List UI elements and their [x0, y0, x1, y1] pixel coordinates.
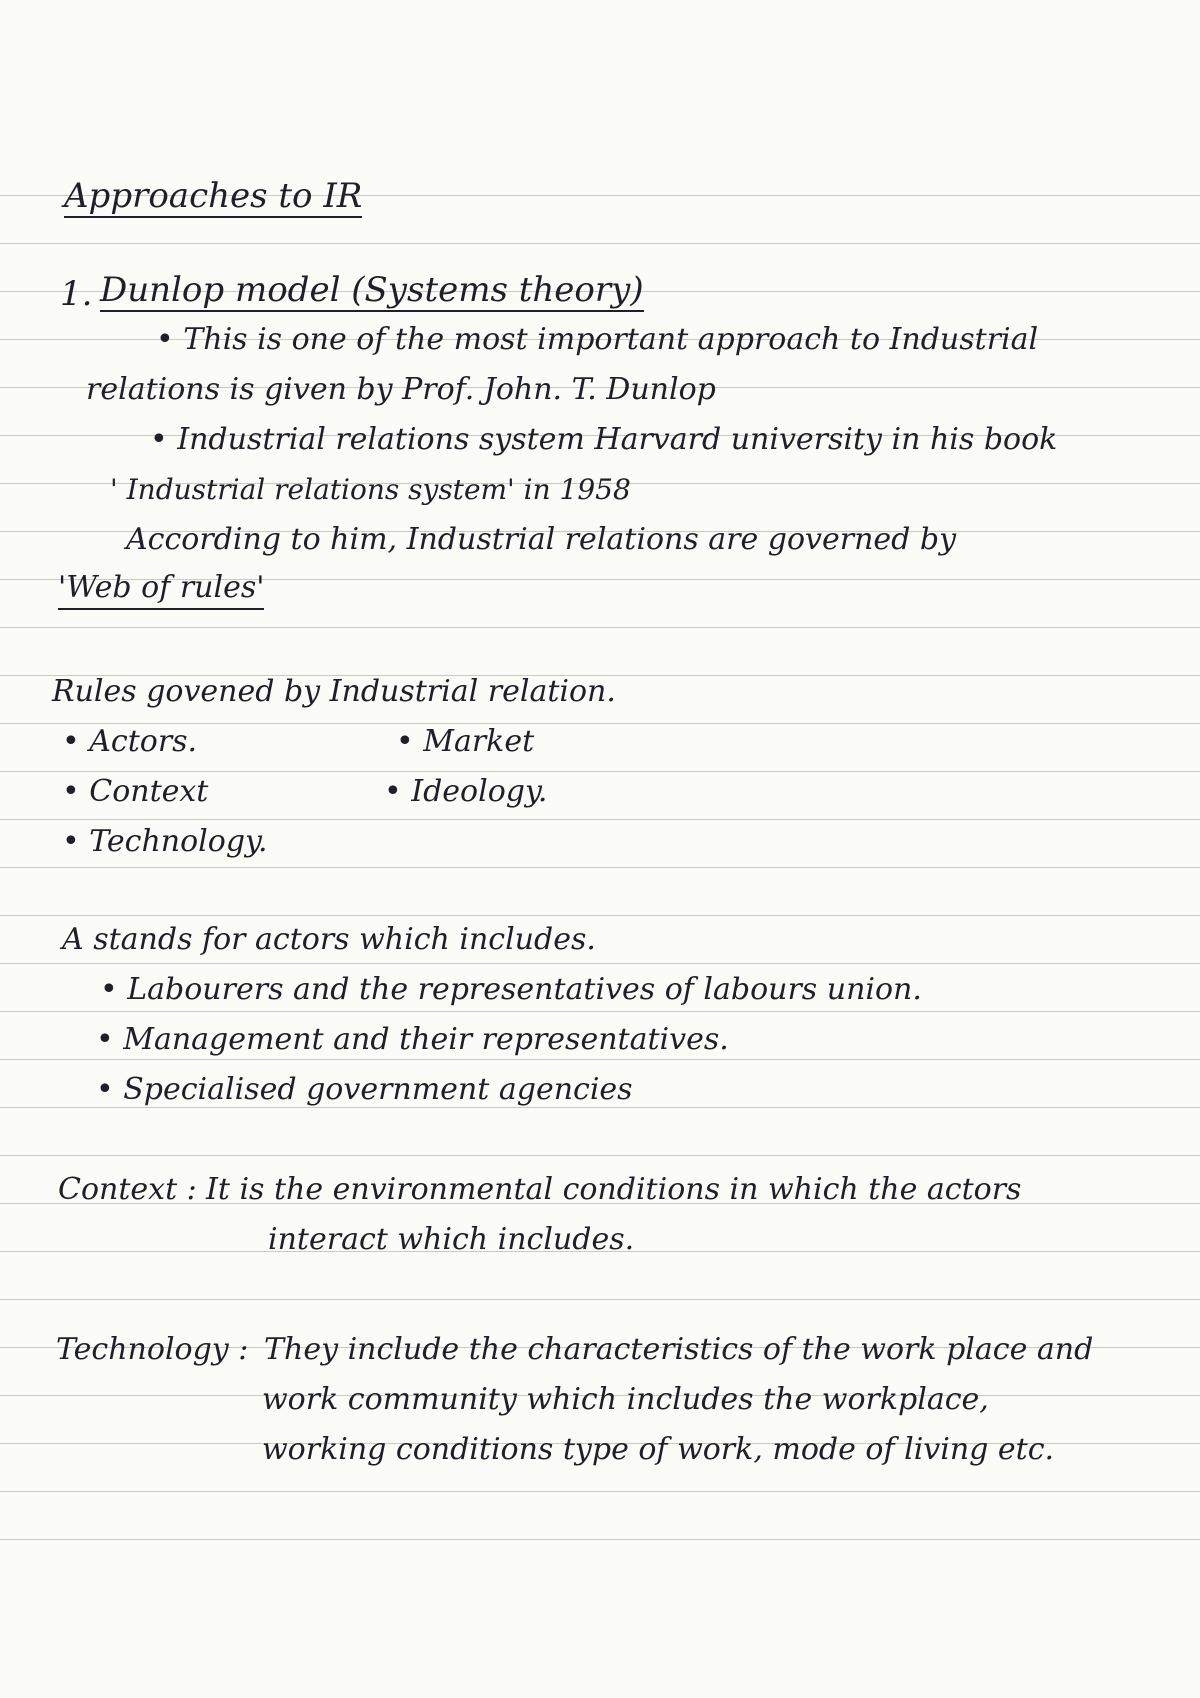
context-text-1: It is the environmental conditions in which the actors	[206, 1172, 1022, 1207]
rule-item-actors: • Actors.	[62, 722, 197, 762]
technology-text-2: work community which includes the workplace,	[262, 1382, 989, 1417]
actors-heading: A stands for actors which includes.	[62, 922, 596, 957]
rules-heading: Rules govened by Industrial relation.	[52, 674, 616, 709]
context-text-2: interact which includes.	[268, 1222, 635, 1257]
page-title: Approaches to IR	[64, 176, 363, 216]
rule-item-ideology: • Ideology.	[384, 772, 547, 812]
rule-item-market: • Market	[396, 722, 534, 762]
context-label: Context :	[58, 1172, 197, 1207]
actor-item-labourers: • Labourers and the representatives of labours union.	[100, 970, 922, 1010]
actor-item-government: • Specialised government agencies	[96, 1070, 633, 1110]
technology-label: Technology :	[56, 1332, 249, 1367]
section-heading: Dunlop model (Systems theory)	[100, 270, 644, 310]
technology-text-1: They include the characteristics of the work place and	[264, 1332, 1094, 1367]
section-line-1: • This is one of the most important approach to Industrial	[156, 320, 1038, 360]
web-of-rules: 'Web of rules'	[58, 568, 264, 610]
section-line-2: relations is given by Prof. John. T. Dunlop	[86, 372, 716, 407]
rule-item-context: • Context	[62, 772, 208, 812]
section-number: 1.	[60, 274, 93, 314]
section-line-5: According to him, Industrial relations are governed by	[126, 522, 957, 557]
section-line-4: ' Industrial relations system' in 1958	[110, 473, 631, 506]
actor-item-management: • Management and their representatives.	[96, 1020, 729, 1060]
section-line-3: • Industrial relations system Harvard university in his book	[150, 420, 1057, 460]
rule-item-technology: • Technology.	[62, 822, 268, 862]
technology-text-3: working conditions type of work, mode of living etc.	[262, 1432, 1055, 1467]
